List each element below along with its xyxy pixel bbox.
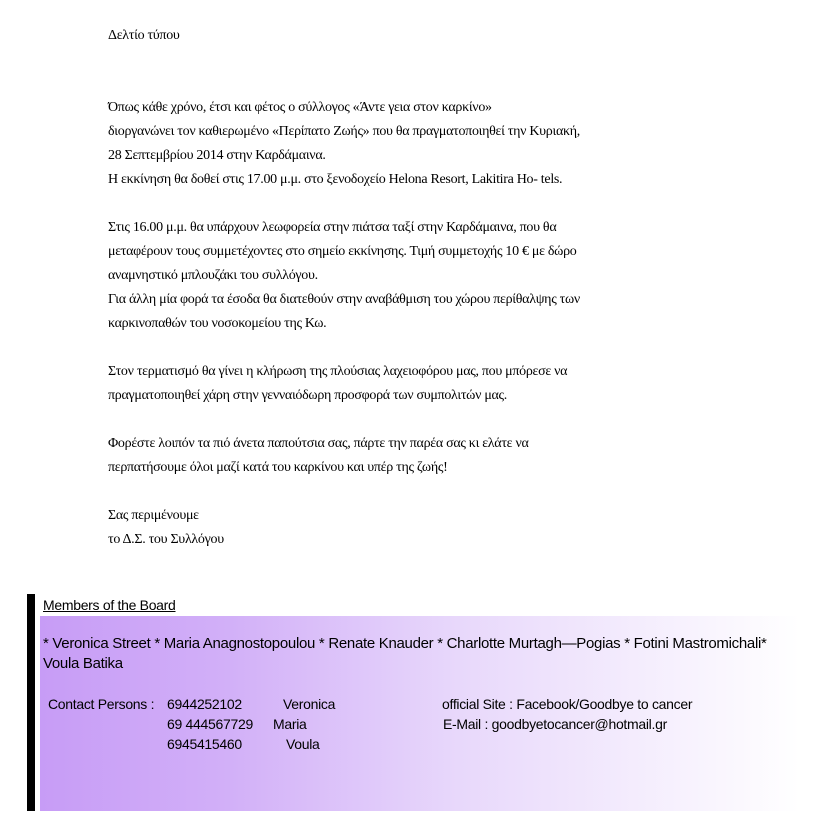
closing-line: Σας περιμένουμε <box>108 508 199 523</box>
contact-row <box>48 694 768 714</box>
spacer <box>108 192 748 216</box>
paragraph-line: πραγματοποιηθεί χάρη στην γενναιόδωρη προσφορά των συμπολιτών μας. <box>108 388 507 403</box>
official-site: official Site : Facebook/Goodbye to cancer <box>442 696 693 712</box>
spacer <box>108 336 748 360</box>
paragraph-line: Φορέστε λοιπόν τα πιό άνετα παπούτσια σας, πάρτε την παρέα σας κι ελάτε να <box>108 436 529 451</box>
paragraph-line: Για άλλη μία φορά τα έσοδα θα διατεθούν στην αναβάθμιση του χώρου περίθαλψης των <box>108 292 580 307</box>
contact-name: Voula <box>286 736 320 752</box>
press-release-body <box>108 24 748 552</box>
paragraph-line: 28 Σεπτεμβρίου 2014 στην Καρδάμαινα. <box>108 148 326 163</box>
spacer <box>108 48 748 96</box>
contact-name: Veronica <box>283 696 336 712</box>
board-members-list: * Veronica Street * Maria Anagnostopoulou * Renate Knauder * Charlotte Murtagh—Pogias * Fotini Mastromichali* Voula Batika <box>43 635 767 672</box>
paragraph-line: Στον τερματισμό θα γίνει η κλήρωση της πλούσιας λαχειοφόρου μας, που μπόρεσε να <box>108 364 568 379</box>
spacer <box>108 480 748 504</box>
contact-phone: 6945415460 <box>167 736 242 752</box>
contact-phone: 6944252102 <box>167 696 242 712</box>
board-title: Members of the Board <box>43 597 176 613</box>
document-title: Δελτίο τύπου <box>108 28 180 43</box>
email-address: E-Mail : goodbyetocancer@hotmail.gr <box>443 716 667 732</box>
paragraph-line: διοργανώνει τον καθιερωμένο «Περίπατο Ζωής» που θα πραγματοποιηθεί την Κυριακή, <box>108 124 580 139</box>
footer-accent-bar <box>27 594 35 811</box>
paragraph-line: μεταφέρουν τους συμμετέχοντες στο σημείο εκκίνησης. Τιμή συμμετοχής 10 € με δώρο <box>108 244 577 259</box>
paragraph-line: Στις 16.00 μ.μ. θα υπάρχουν λεωφορεία στην πιάτσα ταξί στην Καρδάμαινα, που θα <box>108 220 557 235</box>
contact-name: Maria <box>273 716 307 732</box>
paragraph-line: αναμνηστικό μπλουζάκι του συλλόγου. <box>108 268 318 283</box>
paragraph-line: Η εκκίνηση θα δοθεί στις 17.00 μ.μ. στο ξενοδοχείο Helona Resort, Lakitira Ho- tels. <box>108 172 563 187</box>
contact-block <box>48 694 768 754</box>
contact-row <box>48 734 768 754</box>
paragraph-line: καρκινοπαθών του νοσοκομείου της Κω. <box>108 316 327 331</box>
contact-phone: 69 444567729 <box>167 716 253 732</box>
spacer <box>108 408 748 432</box>
paragraph-line: Όπως κάθε χρόνο, έτσι και φέτος ο σύλλογος «Άντε γεια στον καρκίνο» <box>108 100 492 115</box>
signature-line: το Δ.Σ. του Συλλόγου <box>108 532 224 547</box>
contacts-label: Contact Persons : <box>48 696 155 712</box>
contact-row <box>48 714 768 734</box>
paragraph-line: περπατήσουμε όλοι μαζί κατά του καρκίνου και υπέρ της ζωής! <box>108 460 448 475</box>
